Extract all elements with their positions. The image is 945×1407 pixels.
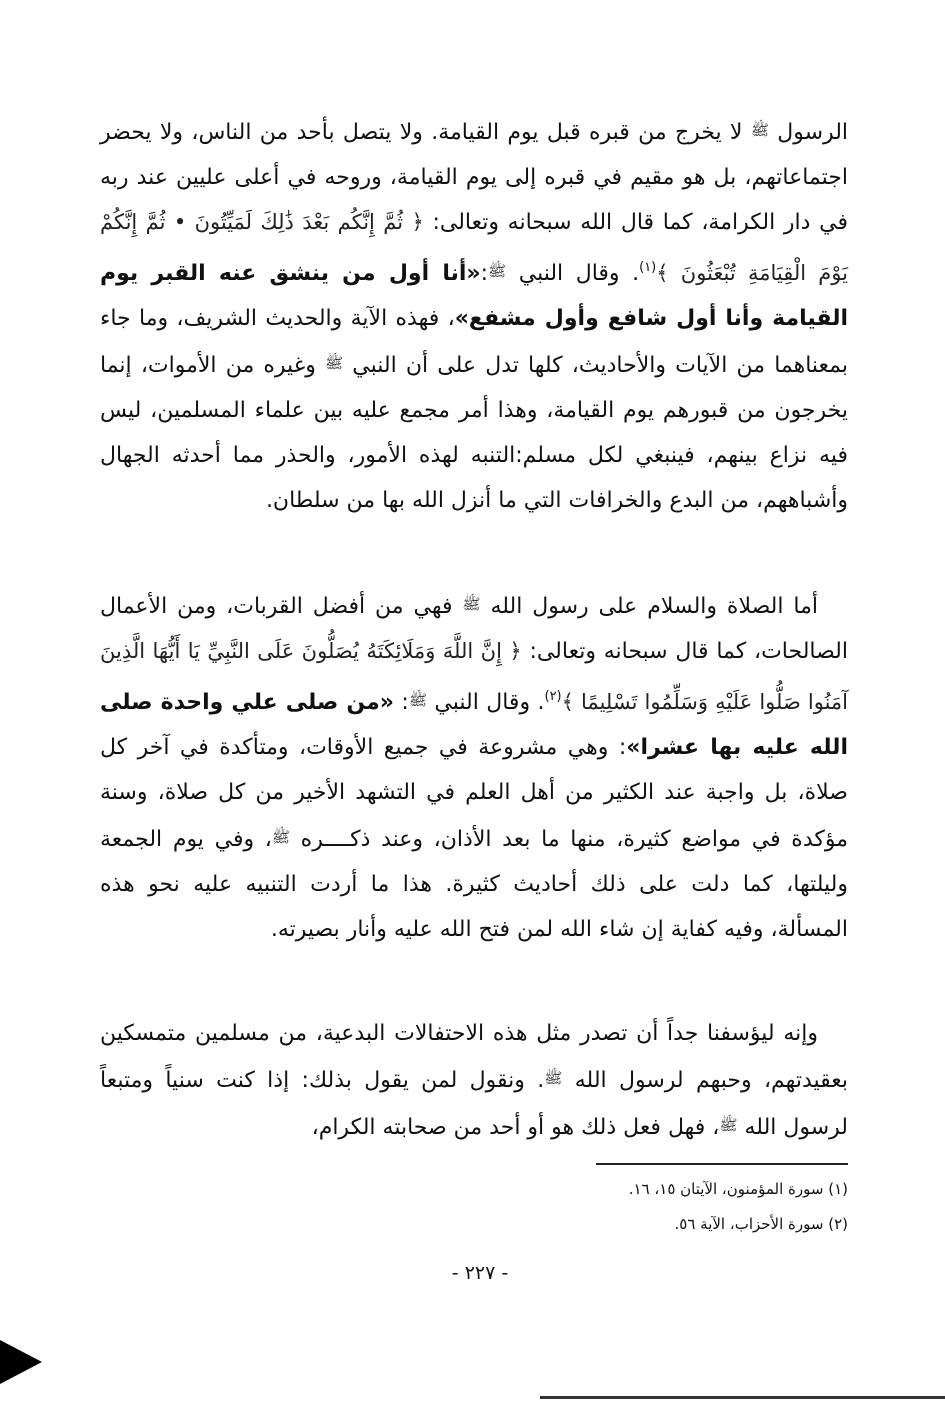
bottom-edge-line [540, 1396, 945, 1399]
salawat-symbol: ﷺ [325, 354, 344, 372]
text-segment: ، فهذه الآية والحديث الشريف، وما جاء بمعناهما من الآيات والأحاديث، كلها تدل على أن النبي [100, 306, 849, 378]
salawat-symbol: ﷺ [271, 828, 290, 846]
text-segment: : [480, 261, 489, 286]
footnote-ref-2[interactable]: (٢) [544, 689, 562, 704]
footnote-1: (١) سورة المؤمنون، الآيتان ١٥، ١٦. [628, 1180, 848, 1198]
corner-triangle-mark [0, 1340, 42, 1384]
text-segment: وإنه ليؤسفنا جداً أن تصدر مثل هذه الاحتفالات البدعية، من مسلمين متمسكين بعقيدتهم، وحبهم لرسول الله [100, 1021, 848, 1093]
text-segment: . ونقول لمن يقول بذلك: إذا كنت سنياً ومتبعاً لرسول الله [100, 1068, 848, 1140]
text-segment: الرسول [777, 120, 849, 145]
text-segment: ، وفي يوم الجمعة وليلتها، كما دلت على ذلك أحاديث كثيرة. هذا ما أردت التنبيه عليه نحو هذه المسألة، وفيه كفاية إن شاء الله لمن فتح الله عليه وأنار بصيرته. [100, 827, 848, 942]
text-segment: . وقال النبي [434, 690, 545, 715]
text-segment: : [401, 690, 409, 715]
salawat-symbol: ﷺ [488, 262, 507, 280]
text-segment: . وقال النبي [518, 261, 640, 286]
quran-verse: ﴿ ثُمَّ إِنَّكُم بَعْدَ ذَٰلِكَ لَمَيِّتُونَ • ثُمَّ إِنَّكُمْ يَوْمَ الْقِيَامَةِ تُبْعَثُونَ ﴾ [100, 210, 848, 285]
text-segment: فهي من أفضل القربات، ومن الأعمال الصالحات، كما قال سبحانه وتعالى: [100, 594, 848, 664]
footnotes [400, 1172, 848, 1242]
salawat-symbol: ﷺ [750, 121, 769, 139]
salawat-symbol: ﷺ [544, 1069, 563, 1087]
footnote-2: (٢) سورة الأحزاب، الآية ٥٦. [674, 1215, 848, 1233]
page-number: - ٢٢٧ - [451, 1262, 509, 1284]
paragraph-1 [100, 108, 848, 523]
text-segment: وغيره من الأموات، إنما يخرجون من قبورهم يوم القيامة، وهذا أمر مجمع عليه بين علماء المسلمين، ليس فيه نزاع بينهم، فينبغي لكل مسلم:التنبه لهذه الأمور، والحذر مما أحدثه الجهال وأشباههم، من البدع والخرافات التي ما أنزل الله بها من سلطان. [100, 353, 848, 513]
text-segment: ، فهل فعل ذلك هو أو أحد من صحابته الكرام، [311, 1115, 720, 1140]
footnote-separator [596, 1163, 848, 1165]
salawat-symbol: ﷺ [719, 1116, 738, 1134]
hadith-quote: «من صلى علي واحدة صلى الله عليه بها عشرا» [100, 690, 848, 760]
paragraph-3 [100, 1011, 848, 1150]
text-segment: لا يخرج من قبره قبل يوم القيامة. ولا يتصل بأحد من الناس، ولا يحضر اجتماعاتهم، بل هو مقيم في قبره إلى يوم القيامة، وروحه في أعلى عليين عند ربه في دار الكرامة، كما قال الله سبحانه وتعالى: [100, 120, 849, 235]
quran-verse: ﴿ إِنَّ اللَّهَ وَمَلَائِكَتَهُ يُصَلُّونَ عَلَى النَّبِيِّ يَا أَيُّهَا الَّذِينَ آمَنُوا صَلُّوا عَلَيْهِ وَسَلِّمُوا تَسْلِيمًا ﴾ [100, 639, 848, 714]
salawat-symbol: ﷺ [408, 691, 427, 709]
text-segment: أما الصلاة والسلام على رسول الله [490, 594, 818, 619]
text-segment: : وهي مشروعة في جميع الأوقات، ومتأكدة في آخر كل صلاة، بل واجبة عند الكثير من أهل العلم في التشهد الأخير من كل صلاة، وسنة مؤكدة في مواضع كثيرة، منها ما بعد الأذان، وعند ذكــــره [100, 735, 848, 852]
salawat-symbol: ﷺ [462, 595, 481, 613]
footnote-ref-1[interactable]: (١) [639, 260, 657, 275]
hadith-quote: «أنا أول من ينشق عنه القبر يوم القيامة وأنا أول شافع وأول مشفع» [100, 261, 848, 331]
paragraph-2 [100, 582, 848, 952]
